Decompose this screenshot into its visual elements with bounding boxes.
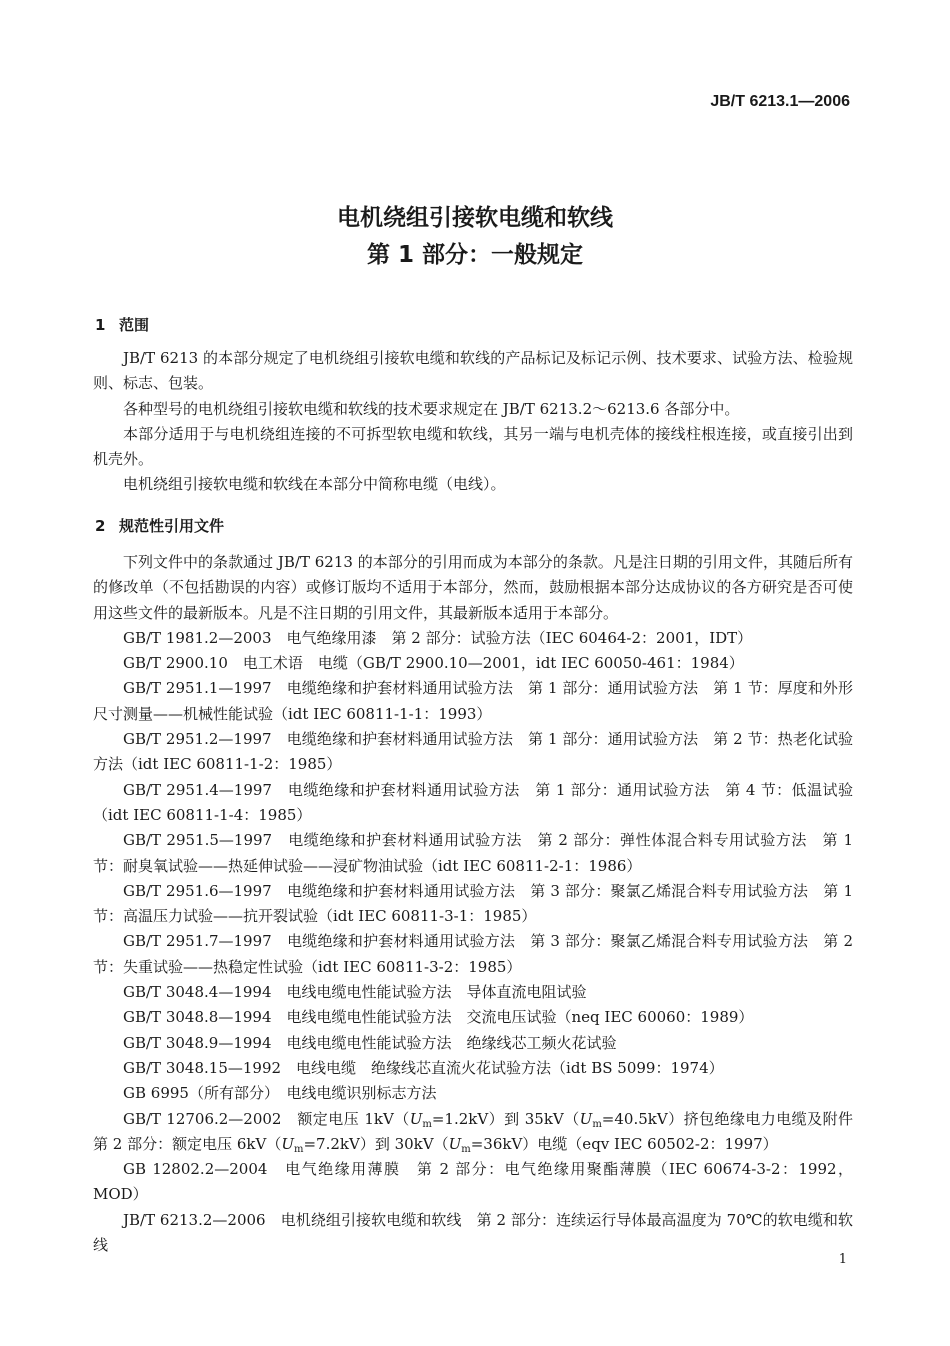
document-title: 电机绕组引接软电缆和软线	[337, 205, 613, 231]
section-2-heading	[95, 515, 224, 536]
reference-item: GB/T 2951.4—1997 电缆绝缘和护套材料通用试验方法 第 1 部分：通用试验方法 第 4 节：低温试验（idt IEC 60811-1-4：1985）	[93, 780, 853, 824]
reference-item: GB/T 2951.5—1997 电缆绝缘和护套材料通用试验方法 第 2 部分：弹性体混合料专用试验方法 第 1 节：耐臭氧试验——热延伸试验——浸矿物油试验（idt IEC 60811-2-1：1986）	[93, 831, 853, 875]
section-1-heading	[95, 314, 149, 335]
section-2-title: 规范性引用文件	[119, 517, 225, 535]
reference-item: GB/T 3048.15—1992 电线电缆 绝缘线芯直流火花试验方法（idt BS 5099：1974）	[123, 1058, 724, 1077]
reference-item: GB/T 2951.7—1997 电缆绝缘和护套材料通用试验方法 第 3 部分：聚氯乙烯混合料专用试验方法 第 2 节：失重试验——热稳定性试验（idt IEC 60811-3-2：1985）	[93, 932, 853, 976]
reference-item: GB/T 2951.2—1997 电缆绝缘和护套材料通用试验方法 第 1 部分：通用试验方法 第 2 节：热老化试验方法（idt IEC 60811-1-2：1985）	[93, 730, 853, 774]
section-2-body	[93, 550, 869, 1258]
reference-item: GB 6995（所有部分） 电线电缆识别标志方法	[123, 1084, 437, 1103]
section-1-title: 范围	[119, 316, 150, 334]
reference-item: GB/T 1981.2—2003 电气绝缘用漆 第 2 部分：试验方法（IEC 60464-2：2001，IDT）	[123, 628, 753, 647]
section-1-paragraph: 本部分适用于与电机绕组连接的不可拆型软电缆和软线，其另一端与电机壳体的接线柱根连接，或直接引出到机壳外。	[93, 424, 853, 469]
section-1-paragraph: 各种型号的电机绕组引接软电缆和软线的技术要求规定在 JB/T 6213.2～6213.6 各部分中。	[123, 399, 740, 418]
reference-item: GB/T 3048.8—1994 电线电缆电性能试验方法 交流电压试验（neq IEC 60060：1989）	[123, 1008, 754, 1027]
document-subtitle: 第 1 部分：一般规定	[366, 242, 584, 268]
reference-item: JB/T 6213.2—2006 电机绕组引接软电缆和软线 第 2 部分：连续运行导体最高温度为 70℃的软电缆和软线	[93, 1210, 853, 1255]
section-1-paragraph: JB/T 6213 的本部分规定了电机绕组引接软电缆和软线的产品标记及标记示例、技术要求、试验方法、检验规则、标志、包装。	[93, 349, 853, 393]
reference-item: GB/T 3048.9—1994 电线电缆电性能试验方法 绝缘线芯工频火花试验	[123, 1033, 617, 1052]
section-1-number: 1	[95, 316, 106, 334]
reference-item: GB/T 2951.6—1997 电缆绝缘和护套材料通用试验方法 第 3 部分：聚氯乙烯混合料专用试验方法 第 1 节：高温压力试验——抗开裂试验（idt IEC 60811-3-1：1985）	[93, 881, 853, 926]
page-number: 1	[838, 1252, 847, 1267]
section-2-number: 2	[95, 517, 106, 535]
section-1-paragraph: 电机绕组引接软电缆和软线在本部分中简称电缆（电线）。	[123, 475, 506, 494]
reference-item: GB/T 2900.10 电工术语 电缆（GB/T 2900.10—2001，idt IEC 60050-461：1984）	[123, 654, 744, 673]
reference-item: GB 12802.2—2004 电气绝缘用薄膜 第 2 部分：电气绝缘用聚酯薄膜（IEC 60674-3-2：1992，MOD）	[93, 1160, 853, 1204]
section-2-intro: 下列文件中的条款通过 JB/T 6213 的本部分的引用而成为本部分的条款。凡是注日期的引用文件，其随后所有的修改单（不包括勘误的内容）或修订版均不适用于本部分，然而，鼓励根据本部分达成协议的各方研究是否可使用这些文件的最新版本。凡是不注日期的引用文件，其最新版本适用于本部分。	[93, 553, 853, 622]
section-1-body	[93, 346, 853, 498]
reference-item: GB/T 3048.4—1994 电线电缆电性能试验方法 导体直流电阻试验	[123, 983, 587, 1002]
standard-number: JB/T 6213.1—2006	[710, 93, 850, 110]
reference-item: GB/T 2951.1—1997 电缆绝缘和护套材料通用试验方法 第 1 部分：通用试验方法 第 1 节：厚度和外形尺寸测量——机械性能试验（idt IEC 60811-1-1：1993）	[93, 679, 853, 723]
reference-item-gbt12706: GB/T 12706.2—2002 额定电压 $1kV(U_m=1.2kV)$到 $35kV(U_m=40.5kV)$挤包绝缘电力电缆及附件 第 2 部分：额定电压 $6kV(U_m=7.2kV)$到 $30kV(U_m=36kV)$电缆（eqv IEC 60502-2：1997）	[93, 1109, 869, 1155]
